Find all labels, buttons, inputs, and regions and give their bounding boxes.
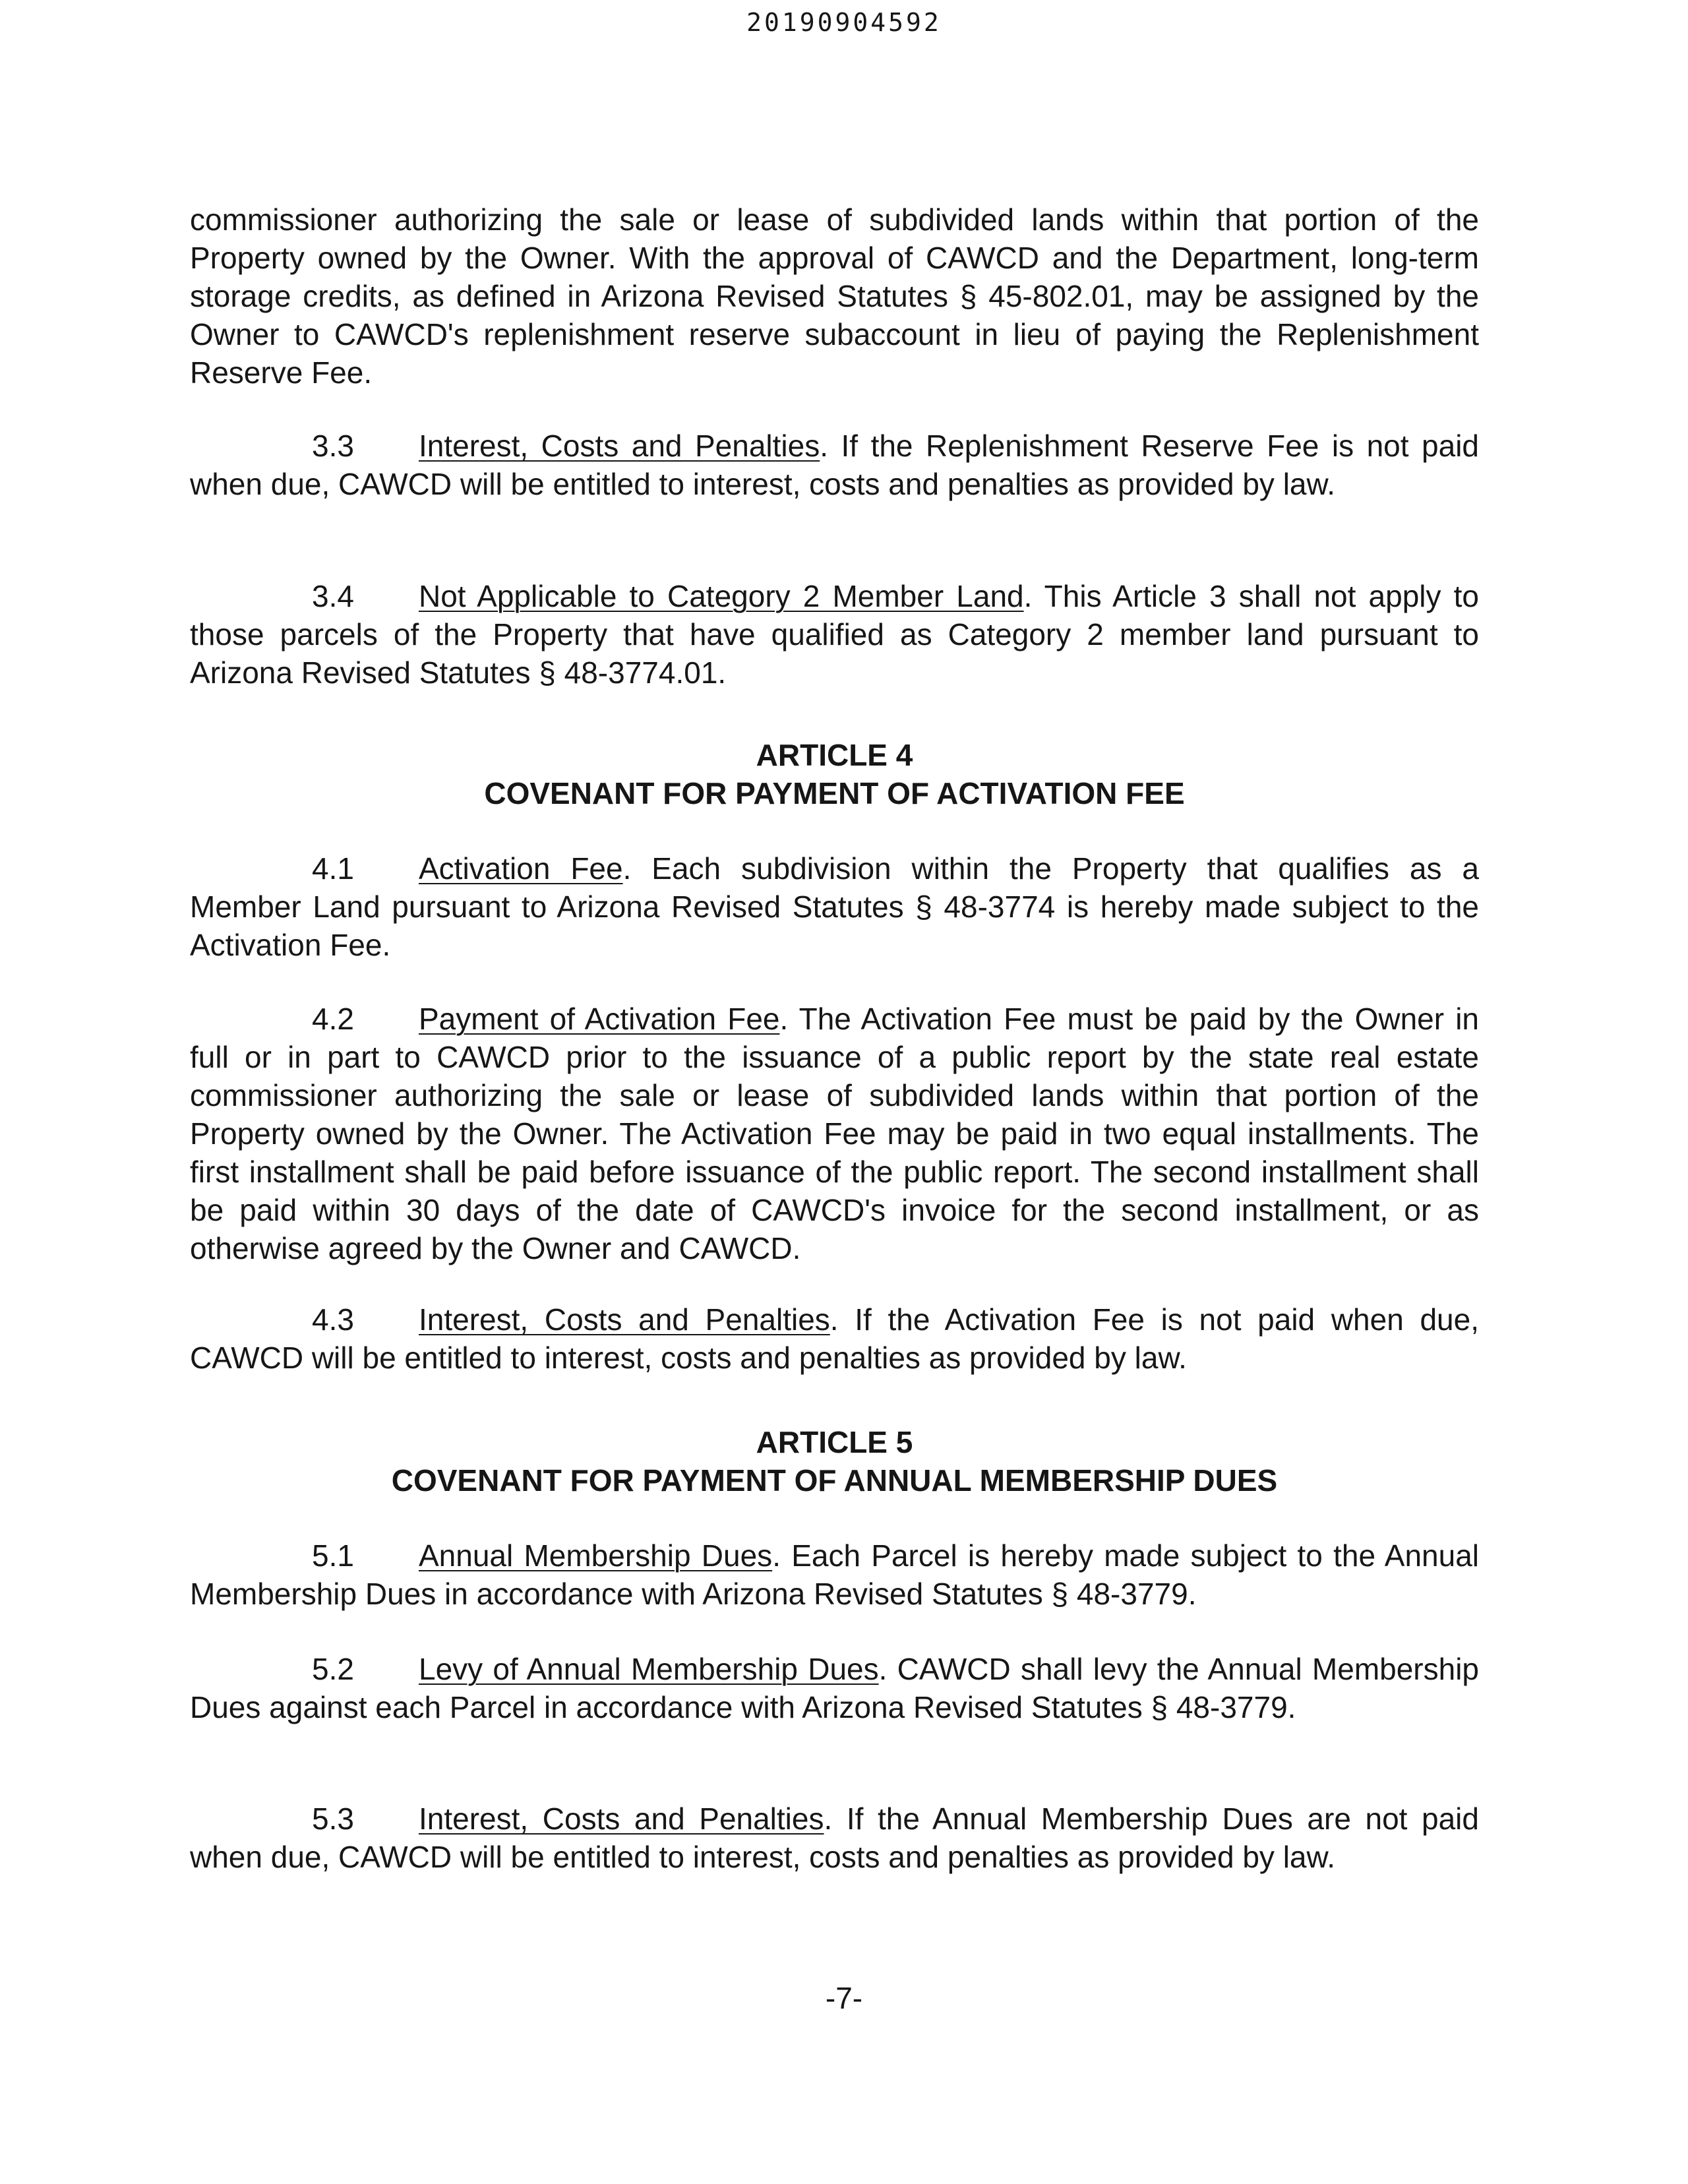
article-label: ARTICLE 4: [756, 738, 913, 772]
section-body: CAWCD shall levy the Annual Membership Dues against each Parcel in accordance with Arizona Revised Statutes § 48-3779.: [190, 1652, 1480, 1724]
section-number: 5.2: [312, 1652, 354, 1686]
section-number: 4.1: [312, 851, 354, 886]
section-number: 5.3: [312, 1802, 354, 1836]
section-title: Levy of Annual Membership Dues: [419, 1652, 879, 1686]
section-number: 5.1: [312, 1538, 354, 1573]
section-number: 4.2: [312, 1002, 354, 1036]
article-label: ARTICLE 5: [756, 1425, 913, 1459]
page-number: -7-: [825, 1981, 863, 2015]
section-title: Interest, Costs and Penalties: [419, 1302, 830, 1337]
section-3-4: 3.4 Not Applicable to Category 2 Member Land. This Article 3 shall not apply to those parcels of the Property that have qualified as Category 2 member land pursuant to Arizona Revised Statutes § 48-3774.01.: [190, 577, 1479, 692]
section-4-3: 4.3 Interest, Costs and Penalties. If the Activation Fee is not paid when due, CAWCD will be entitled to interest, costs and penalties as provided by law.: [190, 1300, 1479, 1377]
section-4-2: 4.2 Payment of Activation Fee. The Activation Fee must be paid by the Owner in full or in part to CAWCD prior to the issuance of a public report by the state real estate commissioner authorizing the sale or lease of subdivided lands within that portion of the Property owned by the Owner. The Activation Fee may be paid in two equal installments. The first installment shall be paid before issuance of the public report. The second installment shall be paid within 30 days of the date of CAWCD's invoice for the second installment, or as otherwise agreed by the Owner and CAWCD.: [190, 1000, 1479, 1267]
article-title: COVENANT FOR PAYMENT OF ANNUAL MEMBERSHIP DUES: [391, 1463, 1278, 1498]
article-5-heading: [190, 1423, 1479, 1500]
section-body: Each Parcel is hereby made subject to the Annual Membership Dues in accordance with Arizona Revised Statutes § 48-3779.: [190, 1538, 1479, 1611]
section-number: 4.3: [312, 1302, 354, 1337]
section-number: 3.3: [312, 429, 354, 463]
section-body: If the Replenishment Reserve Fee is not paid when due, CAWCD will be entitled to interest, costs and penalties as provided by law.: [190, 429, 1479, 501]
section-body: This Article 3 shall not apply to those parcels of the Property that have qualified as Category 2 member land pursuant to Arizona Revised Statutes § 48-3774.01.: [190, 579, 1479, 690]
section-body: Each subdivision within the Property that qualifies as a Member Land pursuant to Arizona Revised Statutes § 48-3774 is hereby made subject to the Activation Fee.: [190, 851, 1479, 962]
section-title: Activation Fee: [419, 851, 623, 886]
section-title: Annual Membership Dues: [419, 1538, 773, 1573]
article-title: COVENANT FOR PAYMENT OF ACTIVATION FEE: [484, 776, 1185, 810]
article-4-heading: [190, 736, 1479, 812]
recording-number: 20190904592: [746, 8, 942, 37]
section-3-3: 3.3 Interest, Costs and Penalties. If the Replenishment Reserve Fee is not paid when due, CAWCD will be entitled to interest, costs and penalties as provided by law.: [190, 427, 1479, 503]
section-body: If the Annual Membership Dues are not paid when due, CAWCD will be entitled to interest, costs and penalties as provided by law.: [190, 1802, 1479, 1874]
section-body: If the Activation Fee is not paid when due, CAWCD will be entitled to interest, costs and penalties as provided by law.: [190, 1302, 1479, 1375]
section-5-2: 5.2 Levy of Annual Membership Dues. CAWCD shall levy the Annual Membership Dues against each Parcel in accordance with Arizona Revised Statutes § 48-3779.: [190, 1650, 1479, 1726]
section-title: Not Applicable to Category 2 Member Land: [419, 579, 1024, 613]
section-title: Payment of Activation Fee: [419, 1002, 780, 1036]
section-title: Interest, Costs and Penalties: [419, 1802, 824, 1836]
intro-paragraph: [190, 200, 1479, 392]
section-5-3: 5.3 Interest, Costs and Penalties. If the Annual Membership Dues are not paid when due, CAWCD will be entitled to interest, costs and penalties as provided by law.: [190, 1800, 1479, 1876]
section-4-1: 4.1 Activation Fee. Each subdivision within the Property that qualifies as a Member Land pursuant to Arizona Revised Statutes § 48-3774 is hereby made subject to the Activation Fee.: [190, 849, 1479, 964]
section-number: 3.4: [312, 579, 354, 613]
section-body: The Activation Fee must be paid by the Owner in full or in part to CAWCD prior to the issuance of a public report by the state real estate commissioner authorizing the sale or lease of subdivided lands within that portion of the Property owned by the Owner. The Activation Fee may be paid in two equal installments. The first installment shall be paid before issuance of the public report. The second installment shall be paid within 30 days of the date of CAWCD's invoice for the second installment, or as otherwise agreed by the Owner and CAWCD.: [190, 1002, 1480, 1265]
intro-text: commissioner authorizing the sale or lease of subdivided lands within that portion of the Property owned by the Owner. With the approval of CAWCD and the Department, long-term storage credits, as defined in Arizona Revised Statutes § 45-802.01, may be assigned by the Owner to CAWCD's replenishment reserve subaccount in lieu of paying the Replenishment Reserve Fee.: [190, 202, 1479, 390]
section-5-1: 5.1 Annual Membership Dues. Each Parcel is hereby made subject to the Annual Membership Dues in accordance with Arizona Revised Statutes § 48-3779.: [190, 1536, 1479, 1613]
section-title: Interest, Costs and Penalties: [419, 429, 820, 463]
